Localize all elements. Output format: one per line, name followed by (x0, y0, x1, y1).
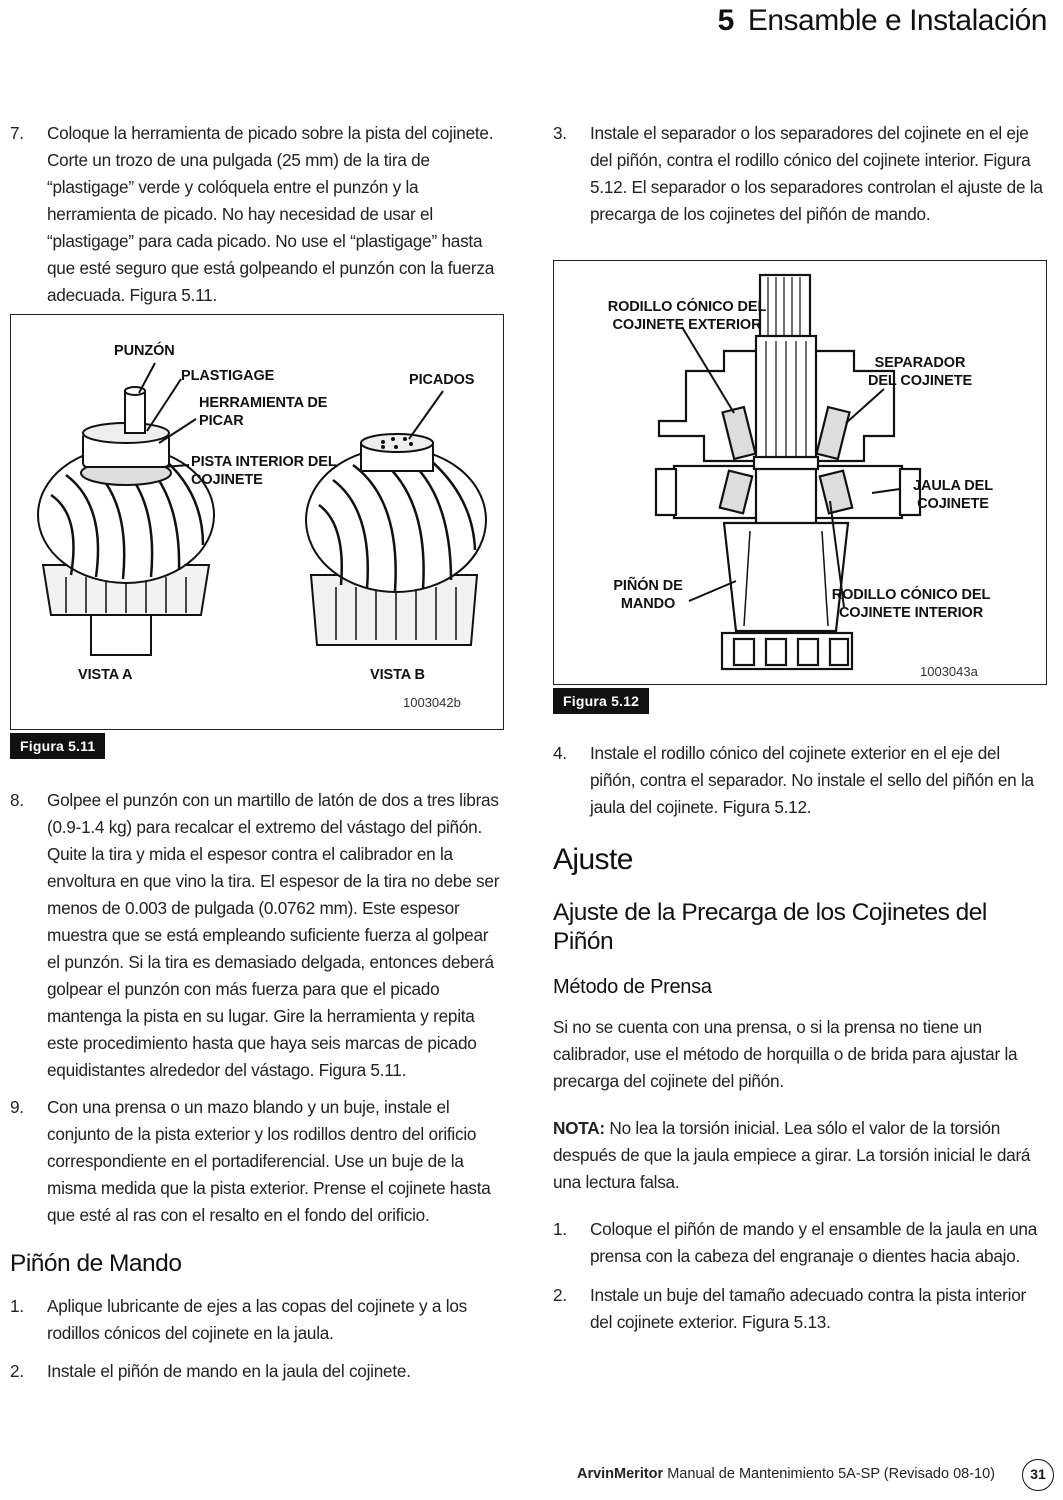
view-a-gear (38, 387, 214, 655)
label-separador: SEPARADOR DEL COJINETE (867, 355, 973, 389)
step-3: 3. Instale el separador o los separadores del cojinete en el eje del piñón, contra el rodillo cónico del cojinete interior. Figura 5.12. El separador o los separadores controlan el ajuste de la precarga de los cojinetes del piñón de mando. (553, 123, 1043, 224)
label-herramienta: HERRAMIENTA DE PICAR (199, 395, 328, 429)
label-picados: PICADOS (409, 372, 475, 388)
heading-metodo-prensa: Método de Prensa (553, 976, 712, 998)
step-4: 4. Instale el rodillo cónico del cojinete exterior en el eje del piñón, contra el separador. No instale el sello del piñón en la jaula del cojinete. Figura 5.12. (553, 743, 1034, 817)
step-8-text: Golpee el punzón con un martillo de latón de dos a tres libras (0.9-1.4 kg) para recalcar el extremo del vástago del piñón. Quite la tira y mida el espesor contra el calibrador en la envoltura en que vino la tira. El espesor de la tira no debe ser menos de 0.003 de pulgada (0.0762 mm). Este espesor muestra que se está empleando suficiente fuerza al golpear el punzón. Si la tira es demasiado delgada, entonces deberá golpear el punzón con más fuerza para que el picado mantenga la pista en su lugar. Gire la herramienta y repita este procedimiento hasta que haya seis marcas de picado equidistantes alrededor del vástago. Figura 5.11. (47, 790, 500, 1080)
label-rodillo-interior: RODILLO CÓNICO DEL COJINETE INTERIOR (831, 587, 991, 621)
label-punzon: PUNZÓN (114, 343, 175, 359)
label-vista-a: VISTA A (78, 667, 133, 683)
nota-label: NOTA: (553, 1118, 605, 1138)
label-vista-b: VISTA B (370, 667, 425, 683)
heading-pinon-de-mando: Piñón de Mando (10, 1250, 182, 1277)
label-jaula: JAULA DEL COJINETE (913, 478, 993, 512)
figure-5-12-caption: Figura 5.12 (553, 688, 649, 714)
heading-precarga: Ajuste de la Precarga de los Cojinetes del Piñón (553, 899, 987, 955)
step-9: 9. Con una prensa o un mazo blando y un buje, instale el conjunto de la pista exterior y los rodillos dentro del orificio correspondiente en el portadiferencial. Use un buje de la misma medida que la pista exterior. Prense el cojinete hasta que esté al ras con el resalto en el fondo del orificio. (10, 1097, 491, 1225)
metodo-step-2-text: Instale un buje del tamaño adecuado contra la pista interior del cojinete exterior. Figura 5.13. (590, 1285, 1026, 1332)
metodo-step-2: 2. Instale un buje del tamaño adecuado contra la pista interior del cojinete exterior. Figura 5.13. (553, 1285, 1026, 1332)
label-pista-interior: PISTA INTERIOR DEL COJINETE (191, 454, 337, 488)
page-number: 31 (1022, 1459, 1054, 1491)
label-plastigage: PLASTIGAGE (181, 368, 275, 384)
footer-brand: ArvinMeritor (576, 1466, 664, 1482)
figure-5-12 (553, 260, 1047, 685)
pinion-step-1-text: Aplique lubricante de ejes a las copas del cojinete y a los rodillos cónicos del cojinete en la jaula. (47, 1296, 467, 1343)
pinion-step-2: 2. Instale el piñón de mando en la jaula del cojinete. (10, 1361, 411, 1381)
figure-code: 1003042b (403, 695, 461, 710)
chapter-number: 5 (717, 4, 734, 37)
label-pinon-de-mando: PIÑÓN DE MANDO (613, 578, 683, 612)
label-rodillo-exterior: RODILLO CÓNICO DEL COJINETE EXTERIOR (607, 299, 767, 333)
heading-ajuste: Ajuste (553, 843, 633, 876)
metodo-step-1: 1. Coloque el piñón de mando y el ensamble de la jaula en una prensa con la cabeza del engranaje o dientes hacia abajo. (553, 1219, 1038, 1266)
nota-text: No lea la torsión inicial. Lea sólo el valor de la torsión después de que la jaula empiece a girar. La torsión inicial le dará una lectura falsa. (553, 1118, 1031, 1192)
footer-text: Manual de Mantenimiento 5A-SP (Revisado 08-10) (663, 1466, 995, 1482)
step-7: 7. Coloque la herramienta de picado sobre la pista del cojinete. Corte un trozo de una pulgada (25 mm) de la tira de “plastigage” verde y colóquela entre el punzón y la herramienta de picado. No hay necesidad de usar el “plastigage” para cada picado. No use el “plastigage” hasta que esté seguro que está golpeando el punzón con la fuerza adecuada. Figura 5.11. (10, 123, 495, 305)
figure-code: 1003043a (920, 664, 978, 679)
step-7-text: Coloque la herramienta de picado sobre la pista del cojinete. Corte un trozo de una pulgada (25 mm) de la tira de “plastigage” verde y colóquela entre el punzón y la herramienta de picado. No hay necesidad de usar el “plastigage” para cada picado. No use el “plastigage” hasta que esté seguro que está golpeando el punzón con la fuerza adecuada. Figura 5.11. (47, 123, 495, 305)
step-8: 8. Golpee el punzón con un martillo de latón de dos a tres libras (0.9-1.4 kg) para recalcar el extremo del vástago del piñón. Quite la tira y mida el espesor contra el calibrador en la envoltura en que vino la tira. El espesor de la tira no debe ser menos de 0.003 de pulgada (0.0762 mm). Este espesor muestra que se está empleando suficiente fuerza al golpear el punzón. Si la tira es demasiado delgada, entonces deberá golpear el punzón con más fuerza para que el picado mantenga la pista en su lugar. Gire la herramienta y repita este procedimiento hasta que haya seis marcas de picado equidistantes alrededor del vástago. Figura 5.11. (10, 790, 500, 1080)
step-9-text: Con una prensa o un mazo blando y un buje, instale el conjunto de la pista exterior y los rodillos dentro del orificio correspondiente en el portadiferencial. Use un buje de la misma medida que la pista exterior. Prense el cojinete hasta que esté al ras con el resalto en el fondo del orificio. (47, 1097, 491, 1225)
footer (577, 1466, 995, 1482)
nota-paragraph (553, 1115, 1047, 1196)
figure-5-11-caption: Figura 5.11 (10, 733, 105, 759)
chapter-header (718, 4, 1047, 38)
metodo-paragraph: Si no se cuenta con una prensa, o si la prensa no tiene un calibrador, use el método de horquilla o de brida para ajustar la precarga del cojinete del piñón. (553, 1017, 1018, 1091)
figure-5-11 (10, 314, 504, 730)
chapter-title: Ensamble e Instalación (747, 4, 1047, 37)
pinion-step-1: 1. Aplique lubricante de ejes a las copas del cojinete y a los rodillos cónicos del cojinete en la jaula. (10, 1296, 467, 1343)
pinion-step-2-text: Instale el piñón de mando en la jaula del cojinete. (47, 1361, 411, 1381)
metodo-step-1-text: Coloque el piñón de mando y el ensamble de la jaula en una prensa con la cabeza del engranaje o dientes hacia abajo. (590, 1219, 1038, 1266)
step-3-text: Instale el separador o los separadores del cojinete en el eje del piñón, contra el rodillo cónico del cojinete interior. Figura 5.12. El separador o los separadores controlan el ajuste de la precarga de los cojinetes del piñón de mando. (590, 123, 1043, 224)
step-4-text: Instale el rodillo cónico del cojinete exterior en el eje del piñón, contra el separador. No instale el sello del piñón en la jaula del cojinete. Figura 5.12. (590, 743, 1034, 817)
